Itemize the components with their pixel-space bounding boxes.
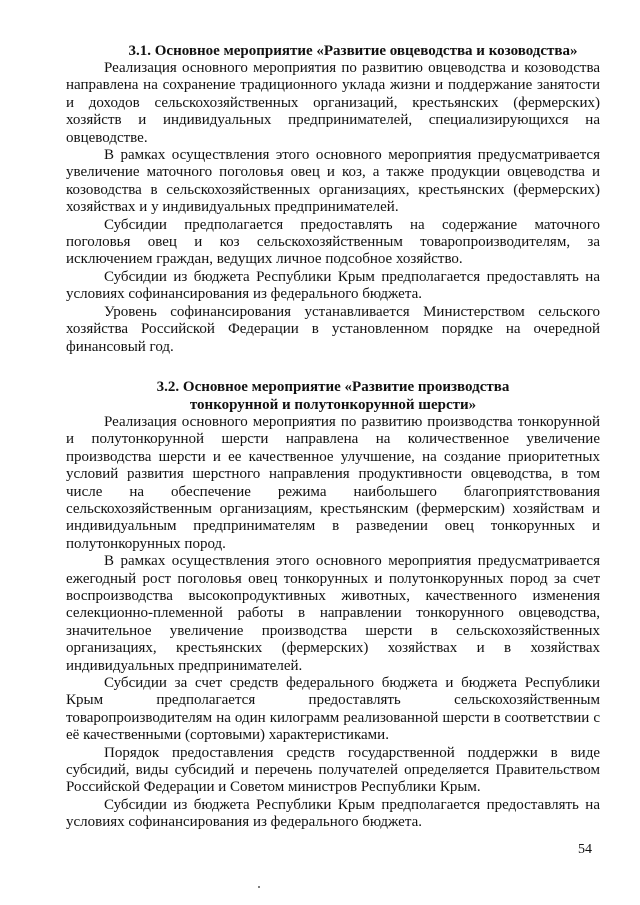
section-1-title: 3.1. Основное мероприятие «Развитие овцеводства и козоводства» xyxy=(128,43,578,59)
section-2-title xyxy=(66,378,600,414)
section-2-title-line-2: тонкорунной и полутонкорунной шерсти» xyxy=(189,396,477,413)
section-2-paragraph-3: Субсидии за счет средств федерального бюджета и бюджета Республики Крым предполагается предоставлять сельскохозяйственным товаропроизводителям на один килограмм реализованной шерсти в соответствии с её качественными (сортовыми) характеристиками. xyxy=(66,675,600,744)
section-1-body xyxy=(66,60,600,356)
section-2-paragraph-1: Реализация основного мероприятия по развитию производства тонкорунной и полутонкорунной шерсти направлена на количественное увеличение производства шерсти и ее качественное улучшение, на создание приоритетных условий развития шерстного направления продуктивности овцеводства, в том числе на обеспечение режима наибольшего благоприятствования сельскохозяйственным организациям, крестьянским (фермерским) хозяйствам и индивидуальным предпринимателям в разведении овец тонкорунных и полутонкорунных пород. xyxy=(66,413,600,552)
section-1-paragraph-3: Субсидии предполагается предоставлять на содержание маточного поголовья овец и коз сельскохозяйственным товаропроизводителям, за исключением граждан, ведущих личное подсобное хозяйство. xyxy=(66,216,600,268)
page-number: 54 xyxy=(578,842,592,857)
section-1-paragraph-4: Субсидии из бюджета Республики Крым предполагается предоставлять на условиях софинансирования из федерального бюджета. xyxy=(66,268,600,303)
section-2-body xyxy=(66,414,600,832)
section-1-paragraph-1: Реализация основного мероприятия по развитию овцеводства и козоводства направлена на сохранение традиционного уклада жизни и поддержание занятости и доходов сельскохозяйственных организаций, крестьянских (фермерских) хозяйств и индивидуальных предпринимателей, специализирующихся на овцеводстве. xyxy=(66,60,600,146)
section-1-paragraph-2: В рамках осуществления этого основного мероприятия предусматривается увеличение маточного поголовья овец и коз, а также продукции овцеводства и козоводства в сельскохозяйственных организациях, крестьянских (фермерских) хозяйствах и у индивидуальных предпринимателей. xyxy=(66,147,600,216)
section-2-paragraph-2: В рамках осуществления этого основного мероприятия предусматривается ежегодный рост поголовья овец тонкорунных и полутонкорунных пород за счет воспроизводства высокопродуктивных животных, качественного изменения селекционно-племенной работы в направлении тонкорунного овцеводства, значительное увеличение производства шерсти в сельскохозяйственных организациях, крестьянских (фермерских) хозяйствах и в хозяйствах индивидуальных предпринимателей. xyxy=(66,553,600,674)
section-2-paragraph-4: Порядок предоставления средств государственной поддержки в виде субсидий, виды субсидий и перечень получателей определяется Правительством Российской Федерации и Советом министров Республики Крым. xyxy=(66,744,600,796)
section-1-paragraph-5: Уровень софинансирования устанавливается Министерством сельского хозяйства Российской Федерации в установленном порядке на очередной финансовый год. xyxy=(66,303,600,355)
section-2-paragraph-5: Субсидии из бюджета Республики Крым предполагается предоставлять на условиях софинансирования из федерального бюджета. xyxy=(66,796,600,831)
section-2-title-line-1: 3.2. Основное мероприятие «Развитие производства xyxy=(156,378,510,395)
scan-speck xyxy=(258,886,260,888)
